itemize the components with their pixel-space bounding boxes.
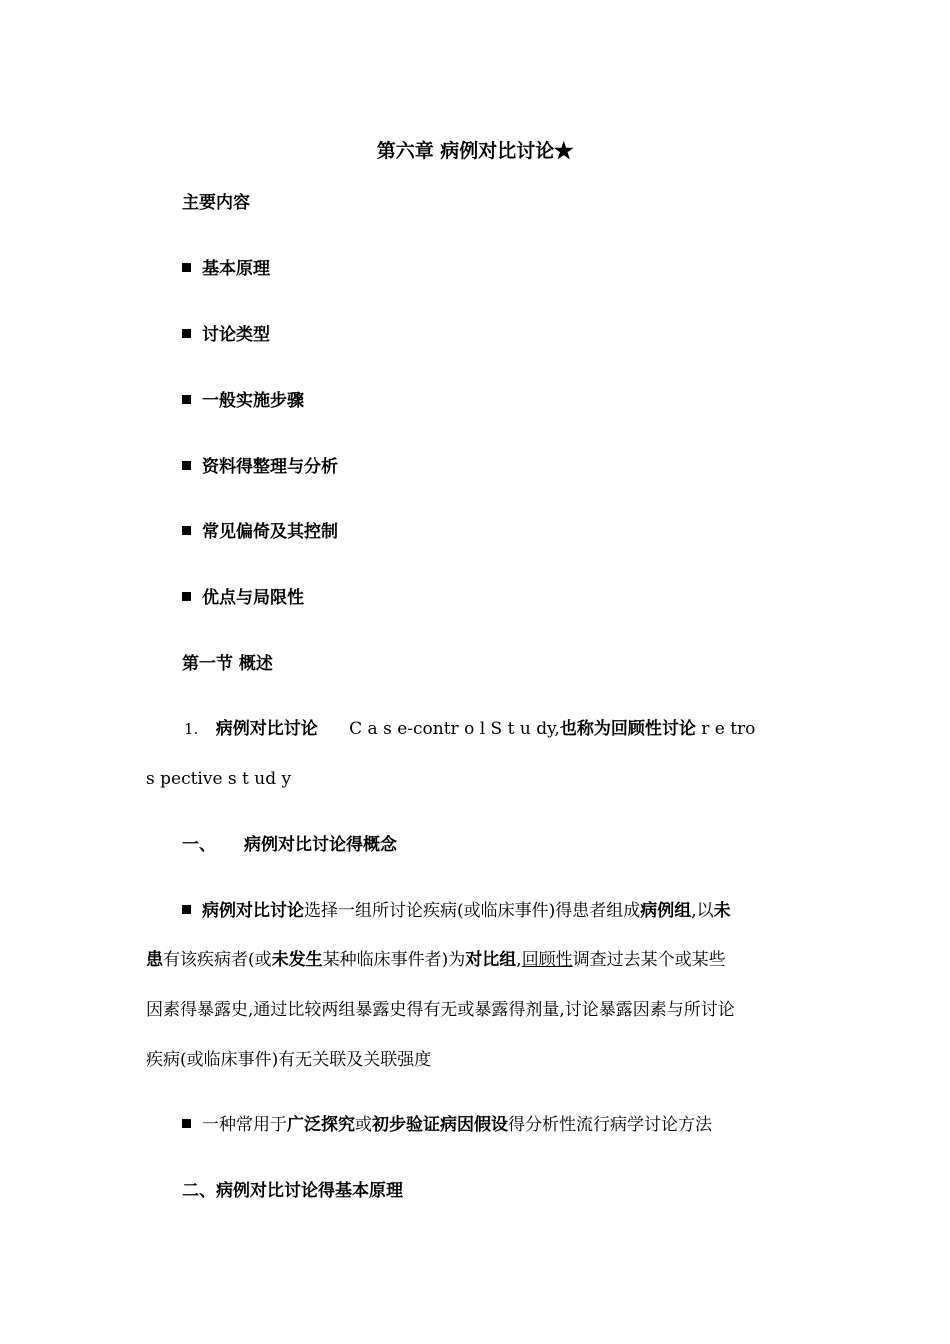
square-bullet-icon [182, 395, 191, 404]
chapter-title: 第六章 病例对比讨论★ [376, 140, 574, 162]
subsection-heading: 二、病例对比讨论得基本原理 [182, 1181, 403, 1201]
paragraph-line: 一种常用于广泛探究或初步验证病因假设得分析性流行病学讨论方法 [182, 1113, 712, 1137]
square-bullet-icon [182, 461, 191, 470]
toc-item: 基本原理 [182, 257, 270, 281]
main-content-heading: 主要内容 [182, 193, 250, 213]
toc-item: 常见偏倚及其控制 [182, 520, 338, 544]
item-number: 1. [184, 720, 199, 738]
square-bullet-icon [182, 905, 191, 914]
section-heading: 第一节 概述 [182, 654, 273, 674]
paragraph-line: 疾病(或临床事件)有无关联及关联强度 [146, 1050, 432, 1070]
square-bullet-icon [182, 263, 191, 272]
subsection-heading: 一、 病例对比讨论得概念 [182, 835, 397, 855]
paragraph-line: 病例对比讨论选择一组所讨论疾病(或临床事件)得患者组成病例组,以未 [182, 899, 731, 923]
toc-item: 讨论类型 [182, 323, 270, 347]
definition-line [184, 717, 755, 741]
english-term-part: r e tro [695, 719, 756, 739]
alias: 也称为回顾性讨论 [559, 719, 696, 739]
term: 病例对比讨论 [215, 719, 318, 739]
english-term: C a s e-contr o l S t u dy, [349, 719, 560, 739]
square-bullet-icon [182, 526, 191, 535]
paragraph-line: 因素得暴露史,通过比较两组暴露史得有无或暴露得剂量,讨论暴露因素与所讨论 [146, 1000, 735, 1020]
toc-item: 一般实施步骤 [182, 389, 304, 413]
square-bullet-icon [182, 592, 191, 601]
toc-item: 优点与局限性 [182, 586, 304, 610]
square-bullet-icon [182, 329, 191, 338]
toc-item: 资料得整理与分析 [182, 455, 338, 479]
definition-line-cont: s pective s t ud y [146, 769, 292, 789]
square-bullet-icon [182, 1119, 191, 1128]
paragraph-line: 患有该疾病者(或未发生某种临床事件者)为对比组,回顾性调查过去某个或某些 [146, 950, 726, 970]
